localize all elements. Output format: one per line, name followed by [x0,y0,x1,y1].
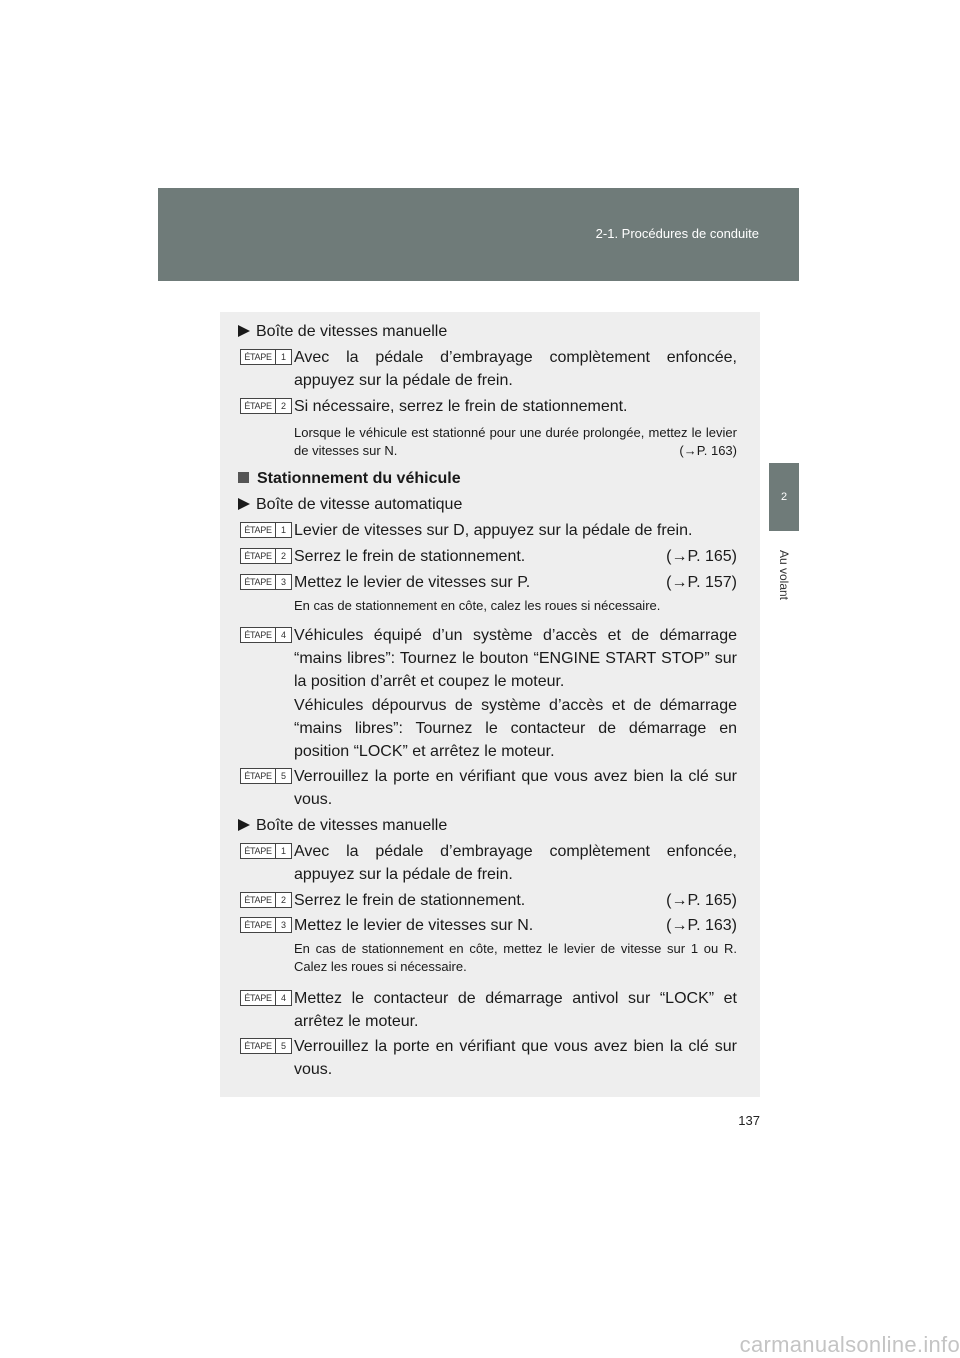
subheading-manual-bottom: Boîte de vitesses manuelle [238,814,447,837]
step-badge: ÉTAPE 4 [240,990,292,1006]
step-text: Véhicules dépourvus de système d’accès et de démarrage “mains libres”: Tournez le contacteur de démarrage en position “LOCK” et arrêtez le moteur. [294,697,737,760]
chapter-number: 2 [780,491,788,503]
step-badge: ÉTAPE 1 [240,522,292,538]
step-badge: ÉTAPE 1 [240,349,292,365]
triangle-bullet-icon [238,819,250,831]
page-number: 137 [738,1113,760,1128]
page-ref: (→P. 165) [666,892,737,909]
step-badge: ÉTAPE 2 [240,548,292,564]
subheading-manual-top: Boîte de vitesses manuelle [238,320,447,343]
page-ref: (→P. 163) [679,443,737,458]
page-ref: (→P. 165) [666,548,737,565]
page-ref: (→P. 163) [666,917,737,934]
step-text: Si nécessaire, serrez le frein de stationnement. [294,398,628,415]
watermark: carmanualsonline.info [739,1332,960,1357]
step-text: Serrez le frein de stationnement. (→P. 165) [294,545,737,568]
page-ref: (→P. 157) [666,574,737,591]
step-text: Verrouillez la porte en vérifiant que vous avez bien la clé sur vous. [294,1038,737,1078]
step-text: Levier de vitesses sur D, appuyez sur la pédale de frein. [294,522,693,539]
subheading-automatic: Boîte de vitesse automatique [238,493,462,516]
triangle-bullet-icon [238,498,250,510]
step-badge: ÉTAPE 3 [240,917,292,933]
step-badge: ÉTAPE 5 [240,1038,292,1054]
step-badge: ÉTAPE 1 [240,843,292,859]
step-text: Serrez le frein de stationnement. (→P. 165) [294,889,737,912]
step-text: Avec la pédale d’embrayage complètement enfoncée, appuyez sur la pédale de frein. [294,349,737,389]
step-badge: ÉTAPE 5 [240,768,292,784]
step-text: Mettez le contacteur de démarrage antivol sur “LOCK” et arrêtez le moteur. [294,990,737,1030]
note-text: En cas de stationnement en côte, calez les roues si nécessaire. [294,598,661,613]
section-title: 2-1. Procédures de conduite [595,226,759,241]
header-band [158,188,799,281]
step-badge: ÉTAPE 2 [240,892,292,908]
step-badge: ÉTAPE 4 [240,627,292,643]
step-text: Véhicules équipé d’un système d’accès et de démarrage “mains libres”: Tournez le bouton “ENGINE START STOP” sur la position d’arrêt et coupez le moteur. [294,627,737,690]
step-text: Avec la pédale d’embrayage complètement enfoncée, appuyez sur la pédale de frein. [294,843,737,883]
chapter-label: Au volant [777,549,792,601]
step-text: Mettez le levier de vitesses sur P. (→P. 157) [294,571,737,594]
note-text: En cas de stationnement en côte, mettez le levier de vitesse sur 1 ou R. Calez les roues si nécessaire. [294,941,737,974]
triangle-bullet-icon [238,325,250,337]
section-heading: Stationnement du véhicule [238,467,461,490]
chapter-tab [769,463,799,531]
square-bullet-icon [238,472,249,483]
note-text: Lorsque le véhicule est stationné pour une durée prolongée, mettez le levier de vitesses sur N. (→P. 163) [294,425,737,458]
step-text: Verrouillez la porte en vérifiant que vous avez bien la clé sur vous. [294,768,737,808]
step-badge: ÉTAPE 3 [240,574,292,590]
step-badge: ÉTAPE 2 [240,398,292,414]
step-text: Mettez le levier de vitesses sur N. (→P. 163) [294,914,737,937]
